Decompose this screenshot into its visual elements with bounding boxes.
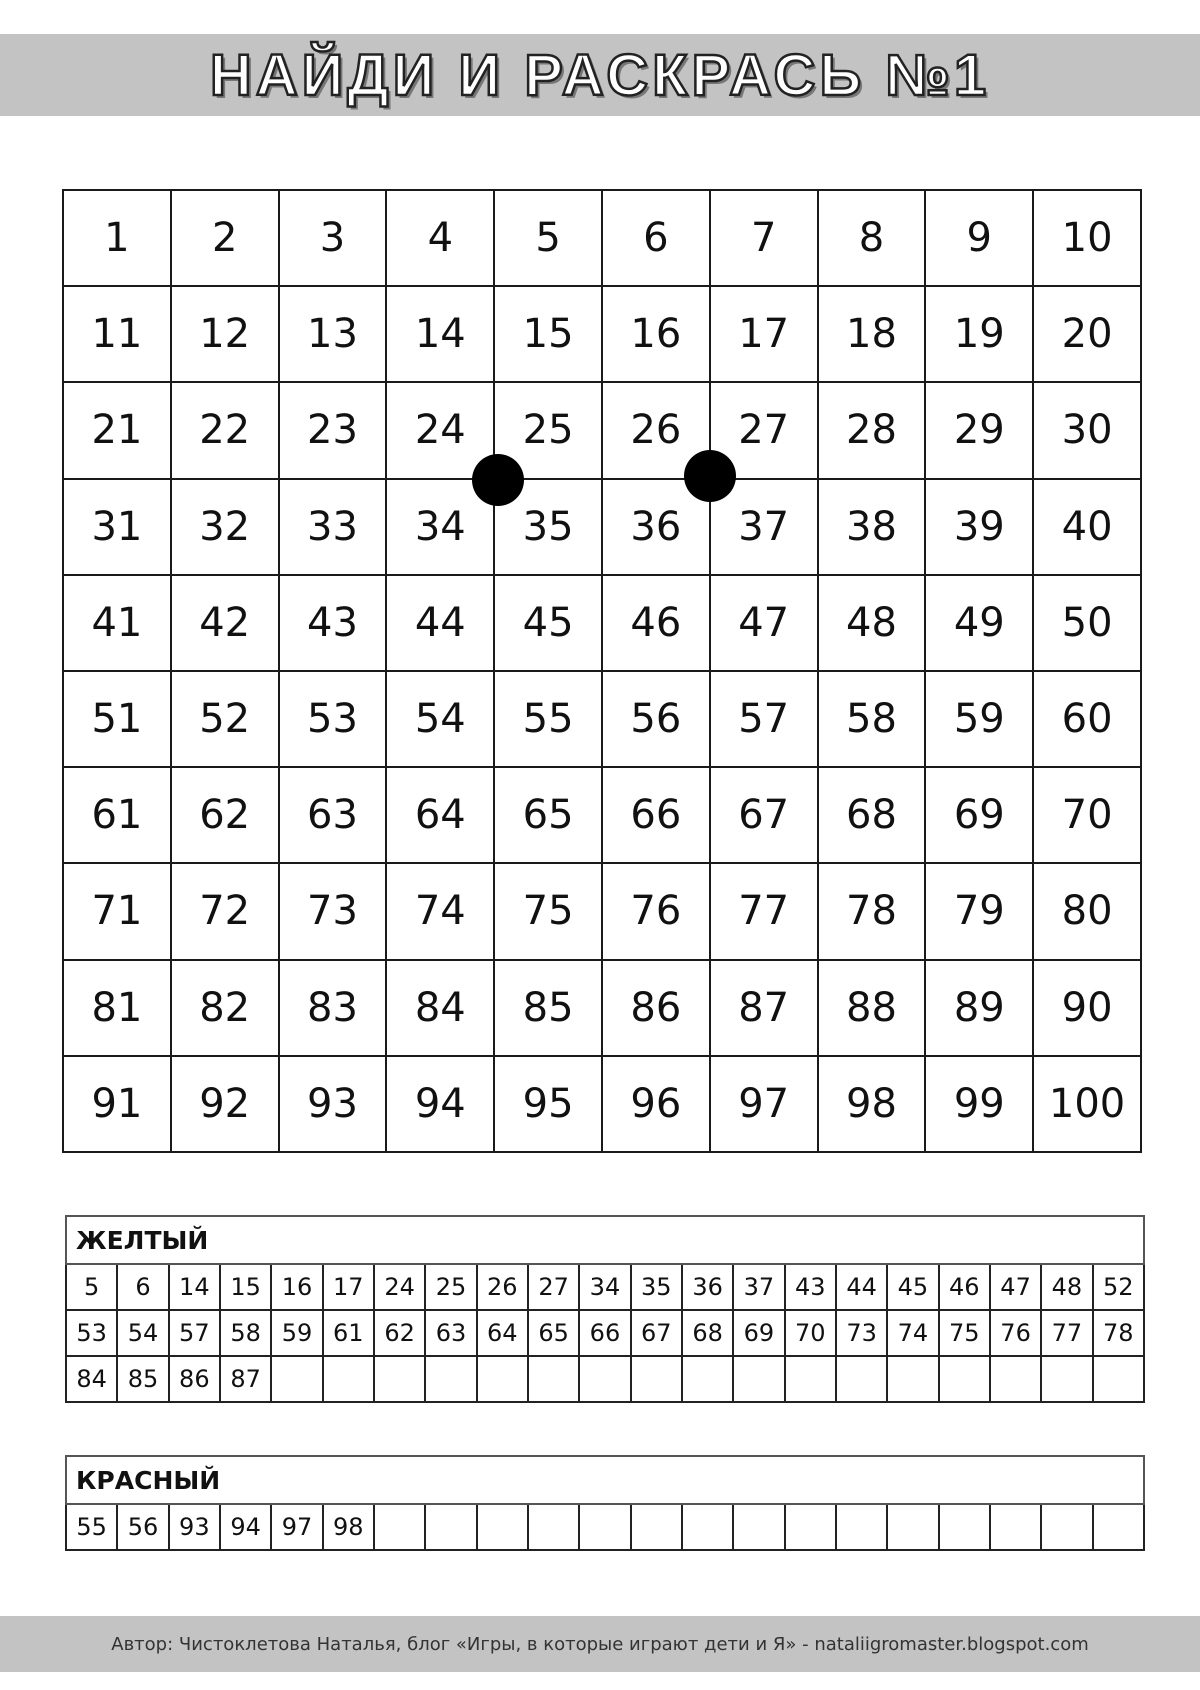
color-key-cell: 94 [220,1504,271,1550]
grid-cell[interactable]: 6 [602,190,710,286]
color-key-cell: 16 [271,1264,322,1310]
color-key-row [66,1504,1144,1550]
grid-cell[interactable]: 35 [494,479,602,575]
color-key-cell: 34 [579,1264,630,1310]
color-key-cell: 48 [1041,1264,1092,1310]
color-key-cell [682,1356,733,1402]
grid-cell[interactable]: 48 [818,575,926,671]
grid-cell[interactable]: 92 [171,1056,279,1152]
color-key-cell [939,1504,990,1550]
grid-row [63,382,1141,478]
color-key-cell: 65 [528,1310,579,1356]
footer-bar [0,1616,1200,1672]
color-key-cell: 68 [682,1310,733,1356]
color-key-cell: 52 [1093,1264,1144,1310]
color-key-cell: 98 [323,1504,374,1550]
grid-cell[interactable]: 56 [602,671,710,767]
grid-cell[interactable]: 9 [925,190,1033,286]
color-key-cell: 6 [117,1264,168,1310]
grid-cell[interactable]: 29 [925,382,1033,478]
grid-cell[interactable]: 94 [386,1056,494,1152]
grid-row [63,479,1141,575]
color-key-cell [323,1356,374,1402]
color-key-cell: 77 [1041,1310,1092,1356]
grid-cell[interactable]: 52 [171,671,279,767]
color-key-cell: 73 [836,1310,887,1356]
grid-cell[interactable]: 97 [710,1056,818,1152]
grid-cell[interactable]: 13 [279,286,387,382]
grid-cell[interactable]: 18 [818,286,926,382]
color-key-cell: 36 [682,1264,733,1310]
color-key-cell: 27 [528,1264,579,1310]
color-key-cell [579,1356,630,1402]
color-key-row [66,1356,1144,1402]
color-key-cell: 97 [271,1504,322,1550]
grid-cell[interactable]: 95 [494,1056,602,1152]
grid-cell[interactable]: 45 [494,575,602,671]
color-key-cell: 56 [117,1504,168,1550]
grid-cell[interactable]: 46 [602,575,710,671]
color-key-cell [733,1504,784,1550]
grid-row [63,671,1141,767]
grid-cell[interactable]: 58 [818,671,926,767]
right-eye-dot-icon [684,450,736,502]
color-key-cell [990,1356,1041,1402]
color-key-cell: 85 [117,1356,168,1402]
grid-cell[interactable]: 49 [925,575,1033,671]
color-key-cell [939,1356,990,1402]
color-key-cell [425,1504,476,1550]
grid-cell[interactable]: 91 [63,1056,171,1152]
color-key-cell [990,1504,1041,1550]
color-key-cell [528,1356,579,1402]
yellow-color-key [65,1215,1145,1403]
color-key-row [66,1310,1144,1356]
grid-cell[interactable]: 10 [1033,190,1141,286]
color-key-cell: 26 [477,1264,528,1310]
grid-cell[interactable]: 81 [63,960,171,1056]
grid-cell[interactable]: 61 [63,767,171,863]
grid-cell[interactable]: 20 [1033,286,1141,382]
grid-cell[interactable]: 5 [494,190,602,286]
grid-cell[interactable]: 78 [818,863,926,959]
color-key-cell: 15 [220,1264,271,1310]
grid-cell[interactable]: 74 [386,863,494,959]
color-key-cell: 45 [887,1264,938,1310]
grid-cell[interactable]: 50 [1033,575,1141,671]
color-key-cell: 84 [66,1356,117,1402]
color-key-cell [1041,1356,1092,1402]
color-key-cell: 69 [733,1310,784,1356]
grid-cell[interactable]: 66 [602,767,710,863]
color-key-cell [425,1356,476,1402]
grid-cell[interactable]: 63 [279,767,387,863]
color-key-cell [1093,1504,1144,1550]
grid-cell[interactable]: 86 [602,960,710,1056]
grid-cell[interactable]: 1 [63,190,171,286]
grid-cell[interactable]: 44 [386,575,494,671]
grid-cell[interactable]: 26 [602,382,710,478]
grid-row [63,960,1141,1056]
color-key-cell [682,1504,733,1550]
color-key-cell: 43 [785,1264,836,1310]
grid-cell[interactable]: 99 [925,1056,1033,1152]
red-color-key [65,1455,1145,1551]
grid-cell[interactable]: 70 [1033,767,1141,863]
grid-cell[interactable]: 68 [818,767,926,863]
grid-row [63,575,1141,671]
grid-cell[interactable]: 85 [494,960,602,1056]
grid-cell[interactable]: 83 [279,960,387,1056]
grid-cell[interactable]: 60 [1033,671,1141,767]
color-key-cell [631,1356,682,1402]
grid-cell[interactable]: 87 [710,960,818,1056]
color-key-cell [1041,1504,1092,1550]
color-key-cell: 5 [66,1264,117,1310]
grid-cell[interactable]: 16 [602,286,710,382]
grid-cell[interactable]: 28 [818,382,926,478]
color-key-cell [528,1504,579,1550]
grid-cell[interactable]: 40 [1033,479,1141,575]
grid-cell[interactable]: 21 [63,382,171,478]
grid-row [63,286,1141,382]
color-key-cell: 55 [66,1504,117,1550]
grid-cell[interactable]: 22 [171,382,279,478]
grid-cell[interactable]: 36 [602,479,710,575]
color-key-cell [374,1356,425,1402]
grid-cell[interactable]: 93 [279,1056,387,1152]
grid-cell[interactable]: 7 [710,190,818,286]
grid-cell[interactable]: 82 [171,960,279,1056]
grid-cell[interactable]: 69 [925,767,1033,863]
grid-cell[interactable]: 31 [63,479,171,575]
grid-cell[interactable]: 12 [171,286,279,382]
grid-cell[interactable]: 76 [602,863,710,959]
grid-cell[interactable]: 14 [386,286,494,382]
grid-cell[interactable]: 15 [494,286,602,382]
color-key-cell: 14 [169,1264,220,1310]
grid-cell[interactable]: 77 [710,863,818,959]
grid-row [63,863,1141,959]
color-key-cell: 63 [425,1310,476,1356]
grid-cell[interactable]: 24 [386,382,494,478]
grid-cell[interactable]: 43 [279,575,387,671]
grid-cell[interactable]: 72 [171,863,279,959]
grid-cell[interactable]: 32 [171,479,279,575]
color-key-cell: 62 [374,1310,425,1356]
color-key-cell [733,1356,784,1402]
title-bar [0,34,1200,116]
number-grid [62,189,1142,1153]
color-key-cell [477,1504,528,1550]
grid-cell[interactable]: 27 [710,382,818,478]
grid-cell[interactable]: 88 [818,960,926,1056]
page-title: НАЙДИ И РАСКРАСЬ №1 [209,42,991,108]
grid-row [63,1056,1141,1152]
color-key-cell: 64 [477,1310,528,1356]
grid-cell[interactable]: 100 [1033,1056,1141,1152]
color-key-row [66,1264,1144,1310]
grid-cell[interactable]: 47 [710,575,818,671]
grid-cell[interactable]: 51 [63,671,171,767]
grid-cell[interactable]: 33 [279,479,387,575]
color-key-cell [271,1356,322,1402]
color-key-cell: 44 [836,1264,887,1310]
color-key-cell: 76 [990,1310,1041,1356]
grid-cell[interactable]: 23 [279,382,387,478]
color-key-cell: 67 [631,1310,682,1356]
color-key-cell [887,1504,938,1550]
grid-cell[interactable]: 8 [818,190,926,286]
color-key-cell: 61 [323,1310,374,1356]
grid-cell[interactable]: 37 [710,479,818,575]
grid-cell[interactable]: 4 [386,190,494,286]
color-key-cell [477,1356,528,1402]
grid-cell[interactable]: 41 [63,575,171,671]
grid-cell[interactable]: 73 [279,863,387,959]
grid-cell[interactable]: 3 [279,190,387,286]
color-key-cell: 37 [733,1264,784,1310]
color-key-label: КРАСНЫЙ [66,1456,1144,1504]
grid-cell[interactable]: 30 [1033,382,1141,478]
color-key-cell: 59 [271,1310,322,1356]
color-key-cell: 70 [785,1310,836,1356]
color-key-cell: 46 [939,1264,990,1310]
grid-cell[interactable]: 57 [710,671,818,767]
grid-cell[interactable]: 89 [925,960,1033,1056]
color-key-cell [631,1504,682,1550]
author-credit: Автор: Чистоклетова Наталья, блог «Игры, в которые играют дети и Я» - nataliigromaster.blogspot.com [111,1633,1089,1655]
color-key-cell [836,1356,887,1402]
grid-cell[interactable]: 54 [386,671,494,767]
color-key-cell [579,1504,630,1550]
color-key-cell: 87 [220,1356,271,1402]
grid-cell[interactable]: 19 [925,286,1033,382]
color-key-cell [785,1356,836,1402]
grid-cell[interactable]: 98 [818,1056,926,1152]
color-key-cell: 75 [939,1310,990,1356]
color-key-cell: 58 [220,1310,271,1356]
color-key-cell: 74 [887,1310,938,1356]
grid-row [63,767,1141,863]
color-key-cell [836,1504,887,1550]
color-key-cell [374,1504,425,1550]
grid-cell[interactable]: 34 [386,479,494,575]
color-key-cell: 66 [579,1310,630,1356]
color-key-cell: 47 [990,1264,1041,1310]
grid-cell[interactable]: 71 [63,863,171,959]
color-key-cell: 78 [1093,1310,1144,1356]
grid-cell[interactable]: 39 [925,479,1033,575]
color-key-cell: 53 [66,1310,117,1356]
color-key-cell: 35 [631,1264,682,1310]
color-key-cell [887,1356,938,1402]
grid-cell[interactable]: 17 [710,286,818,382]
grid-cell[interactable]: 11 [63,286,171,382]
grid-cell[interactable]: 67 [710,767,818,863]
left-eye-dot-icon [472,454,524,506]
grid-row [63,190,1141,286]
color-key-label: ЖЕЛТЫЙ [66,1216,1144,1264]
grid-cell[interactable]: 38 [818,479,926,575]
color-key-cell: 54 [117,1310,168,1356]
color-key-cell: 57 [169,1310,220,1356]
color-key-cell: 86 [169,1356,220,1402]
color-key-cell: 93 [169,1504,220,1550]
grid-cell[interactable]: 79 [925,863,1033,959]
grid-cell[interactable]: 65 [494,767,602,863]
grid-cell[interactable]: 25 [494,382,602,478]
grid-cell[interactable]: 80 [1033,863,1141,959]
grid-cell[interactable]: 64 [386,767,494,863]
grid-cell[interactable]: 75 [494,863,602,959]
grid-cell[interactable]: 55 [494,671,602,767]
grid-cell[interactable]: 90 [1033,960,1141,1056]
color-key-cell [785,1504,836,1550]
grid-cell[interactable]: 62 [171,767,279,863]
grid-cell[interactable]: 53 [279,671,387,767]
color-key-cell: 17 [323,1264,374,1310]
grid-cell[interactable]: 96 [602,1056,710,1152]
grid-cell[interactable]: 59 [925,671,1033,767]
grid-cell[interactable]: 42 [171,575,279,671]
color-key-cell: 24 [374,1264,425,1310]
grid-cell[interactable]: 84 [386,960,494,1056]
grid-cell[interactable]: 2 [171,190,279,286]
color-key-cell [1093,1356,1144,1402]
color-key-cell: 25 [425,1264,476,1310]
